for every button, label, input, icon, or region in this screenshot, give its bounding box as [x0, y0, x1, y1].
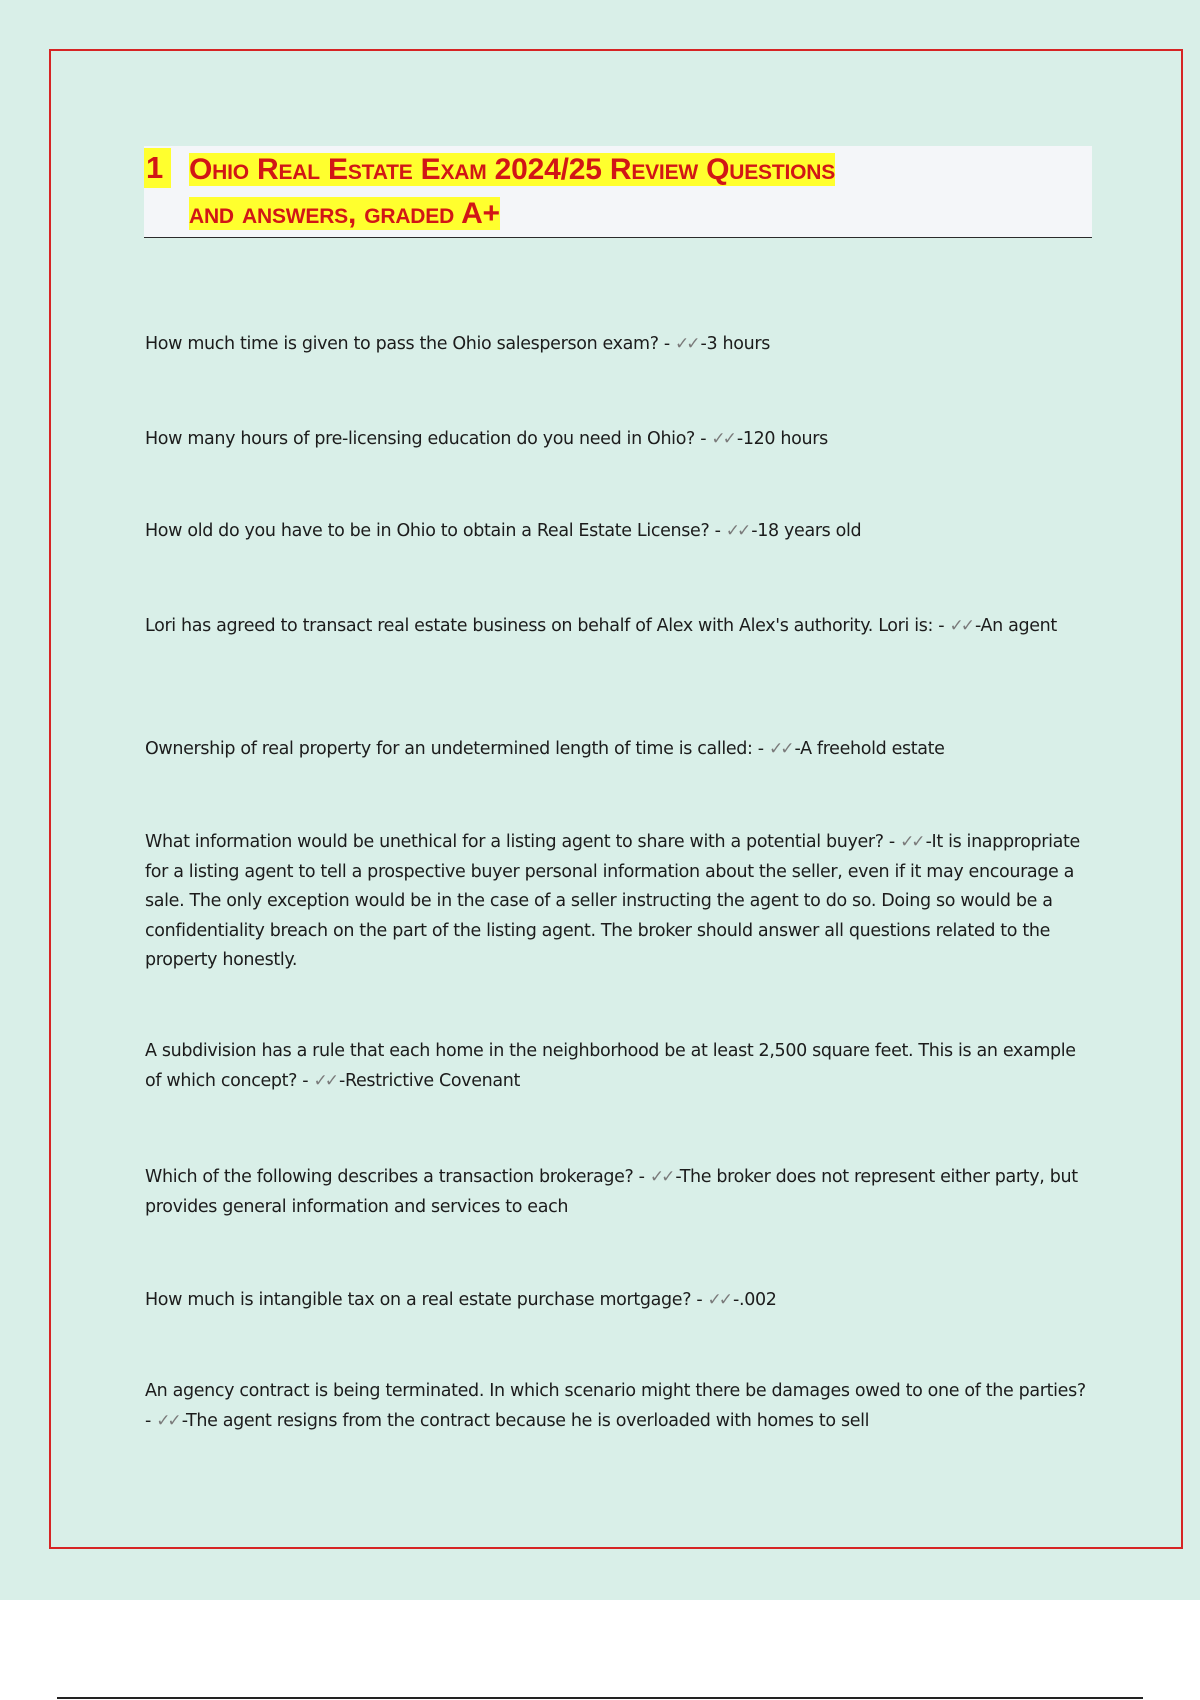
question-text: Lori has agreed to transact real estate business on behalf of Alex with Alex's authority. Lori is: -: [145, 616, 950, 636]
document-heading: [144, 146, 1092, 238]
double-check-icon: ✓✓: [725, 521, 749, 541]
answer-text: -3 hours: [700, 334, 770, 354]
answer-text: -120 hours: [736, 429, 828, 449]
question-text: How much is intangible tax on a real estate purchase mortgage? -: [145, 1290, 708, 1310]
double-check-icon: ✓✓: [649, 1167, 673, 1187]
footer-divider: [57, 1697, 1143, 1699]
qa-item: [145, 735, 1090, 765]
double-check-icon: ✓✓: [156, 1410, 179, 1431]
qa-item: [145, 1286, 1090, 1316]
answer-text: -Restrictive Covenant: [338, 1070, 520, 1091]
qa-item: [145, 612, 1090, 642]
double-check-icon: ✓✓: [949, 616, 972, 636]
double-check-icon: ✓✓: [313, 1070, 336, 1091]
qa-item: [145, 1377, 1090, 1436]
qa-item: [145, 517, 1090, 547]
double-check-icon: ✓✓: [675, 334, 698, 354]
question-text: Which of the following describes a transaction brokerage? -: [145, 1167, 650, 1187]
qa-item: [145, 1163, 1090, 1222]
question-text: Ownership of real property for an undetermined length of time is called: -: [145, 739, 769, 759]
heading-title: [189, 148, 1069, 236]
page-border: [49, 49, 1183, 1549]
question-text: A subdivision has a rule that each home in the neighborhood be at least 2,500 square feet. This is an example of which concept? -: [145, 1041, 1076, 1091]
answer-text: -An agent: [974, 616, 1057, 636]
question-text: How old do you have to be in Ohio to obtain a Real Estate License? -: [145, 521, 726, 541]
heading-line-1: Ohio Real Estate Exam 2024/25 Review Questions: [189, 153, 836, 186]
answer-text: -It is inappropriate for a listing agent to tell a prospective buyer personal information about the seller, even if it may encourage a sale. The only exception would be in the case of a seller instructing the agent to do so. Doing so would be a confidentiality breach on the part of the listing agent. The broker should answer all questions related to the property honestly.: [145, 832, 1080, 970]
answer-text: -A freehold estate: [794, 739, 945, 759]
question-text: How much time is given to pass the Ohio salesperson exam? -: [145, 334, 676, 354]
double-check-icon: ✓✓: [900, 832, 923, 852]
qa-item: [145, 1037, 1090, 1096]
qa-item: [145, 828, 1090, 976]
answer-text: -18 years old: [751, 521, 862, 541]
question-text: An agency contract is being terminated. In which scenario might there be damages owed to one of the parties? -: [145, 1381, 1086, 1431]
question-text: What information would be unethical for a listing agent to share with a potential buyer? -: [145, 832, 901, 852]
answer-text: -.002: [733, 1290, 777, 1310]
answer-text: -The agent resigns from the contract because he is overloaded with homes to sell: [181, 1410, 870, 1431]
heading-line-2: and answers, graded A+: [189, 197, 500, 230]
double-check-icon: ✓✓: [707, 1290, 731, 1310]
question-text: How many hours of pre-licensing education do you need in Ohio? -: [145, 429, 712, 449]
heading-number: 1: [144, 148, 171, 188]
qa-item: [145, 330, 1090, 360]
qa-item: [145, 425, 1090, 455]
double-check-icon: ✓✓: [711, 429, 734, 449]
double-check-icon: ✓✓: [768, 739, 792, 759]
answer-text: -The broker does not represent either party, but provides general information and services to each: [145, 1167, 1078, 1217]
